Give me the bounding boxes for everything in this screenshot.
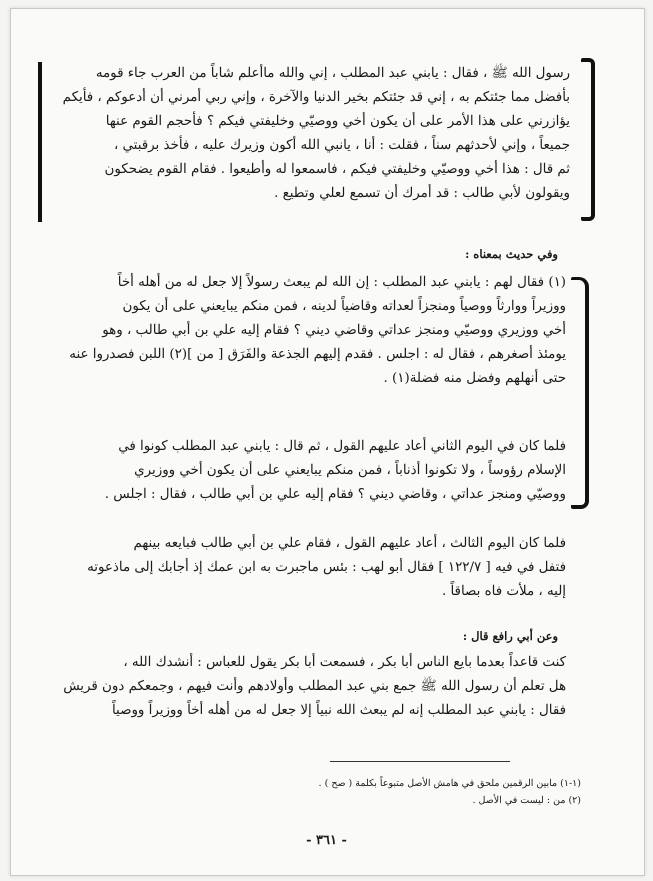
paragraph-4-line: فتفل في فيه [ ١٢٢/٧ ] فقال أبو لهب : بئس ماجبرت به ابن عمك إذ أجابك إلى ماذعوته xyxy=(87,560,566,575)
section-heading-2: وعن أبي رافع قال : xyxy=(462,629,558,643)
paragraph-1-line: بأفضل مما جئتكم به ، إني قد جئتكم بخير الدنيا والآخرة ، وإني ربي أمرني أن أدعوكم ، فأيكم xyxy=(62,90,570,105)
paragraph-4 xyxy=(48,532,566,604)
paragraph-3-line: فلما كان في اليوم الثاني أعاد عليهم القول ، ثم قال : يابني عبد المطلب كونوا في xyxy=(118,439,566,454)
paragraph-3 xyxy=(48,435,566,507)
paragraph-5-line: كنت قاعداً بعدما بايع الناس أبا بكر ، فسمعت أبا بكر يقول للعباس : أنشدك الله ، xyxy=(123,655,566,670)
paragraph-1-line: ويقولون لأبي طالب : قد أمرك أن تسمع لعلي وتطيع . xyxy=(274,186,570,201)
paragraph-2-line: (١) فقال لهم : يابني عبد المطلب : إن الله لم يبعث رسولاً إلا جعل له من أهله أخاً xyxy=(117,275,566,290)
paragraph-2-line: ووزيراً ووارثاً ووصياً ومنجزاً لعداته وقاضياً لدينه ، فمن منكم يبايعني على أن يكون xyxy=(122,299,566,314)
paragraph-4-line: إليه ، ملأت فاه بصاقاً . xyxy=(441,584,566,599)
right-bracket-mark-top xyxy=(581,58,595,221)
paragraph-5-line: فقال : يابني عبد المطلب إنه لم يبعث الله نبياً إلا جعل له من أهله أخاً ووزيراً ووصياً xyxy=(111,703,566,718)
paragraph-1-line: يؤازرني على هذا الأمر على أن يكون أخي ووصيّي وخليفتي فيكم ؟ فأحجم القوم عنها xyxy=(105,114,570,129)
paragraph-2-line: أخي ووزيري ووصيّي ومنجز عداتي وقاضي ديني ؟ فقام إليه علي بن أبي طالب ، وهو xyxy=(102,323,566,338)
paragraph-3-line: ووصيّي ومنجز عداتي ، وقاضي ديني ؟ فقام إليه علي بن أبي طالب ، فقال : اجلس . xyxy=(104,487,566,502)
left-bracket-mark xyxy=(38,62,42,222)
paragraph-2-line: حتى أنهلهم وفضل منه فضلة(١) . xyxy=(383,371,566,386)
paragraph-5 xyxy=(48,651,566,723)
paragraph-4-line: فلما كان اليوم الثالث ، أعاد عليهم القول ، فقام علي بن أبي طالب فبايعه بينهم xyxy=(133,536,566,551)
footnote-2: (٢) من : ليست في الأصل . xyxy=(472,795,581,806)
paragraph-5-line: هل تعلم أن رسول الله ﷺ جمع بني عبد المطلب وأولادهم وأنت فيهم ، وجمعكم دون قريش xyxy=(63,679,566,694)
paragraph-1-line: رسول الله ﷺ ، فقال : يابني عبد المطلب ، إني والله ماأعلم شاباً من العرب جاء قومه xyxy=(95,66,570,81)
paragraph-1 xyxy=(48,62,570,206)
page-number: - ٣٦١ - xyxy=(306,833,347,848)
paragraph-2 xyxy=(48,271,566,391)
footnotes xyxy=(181,775,581,809)
right-bracket-mark-middle xyxy=(571,277,589,509)
footnote-divider xyxy=(330,761,510,762)
section-heading-1: وفي حديث بمعناه : xyxy=(465,247,558,261)
paragraph-1-line: ثم قال : هذا أخي ووصيّي وخليفتي فيكم ، فاسمعوا له وأطيعوا . فقام القوم يضحكون xyxy=(104,162,570,177)
paragraph-3-line: الإسلام رؤوساً ، ولا تكونوا أذناباً ، فمن منكم يبايعني على أن يكون أخي ووزيري xyxy=(134,463,566,478)
paragraph-1-line: جميعاً ، وإني لأحدثهم سناً ، فقلت : أنا ، يانبي الله أكون وزيرك عليه ، فأخذ برقبتي ، xyxy=(113,138,570,153)
paragraph-2-line: يومئذ أصغرهم ، فقال له : اجلس . فقدم إليهم الجذعة والفَرَق [ من ](٢) اللبن فصدروا عنه xyxy=(69,347,566,362)
footnote-1: (١-١) مابين الرقمين ملحق في هامش الأصل متبوعاً بكلمة ( صح ) . xyxy=(318,778,581,789)
